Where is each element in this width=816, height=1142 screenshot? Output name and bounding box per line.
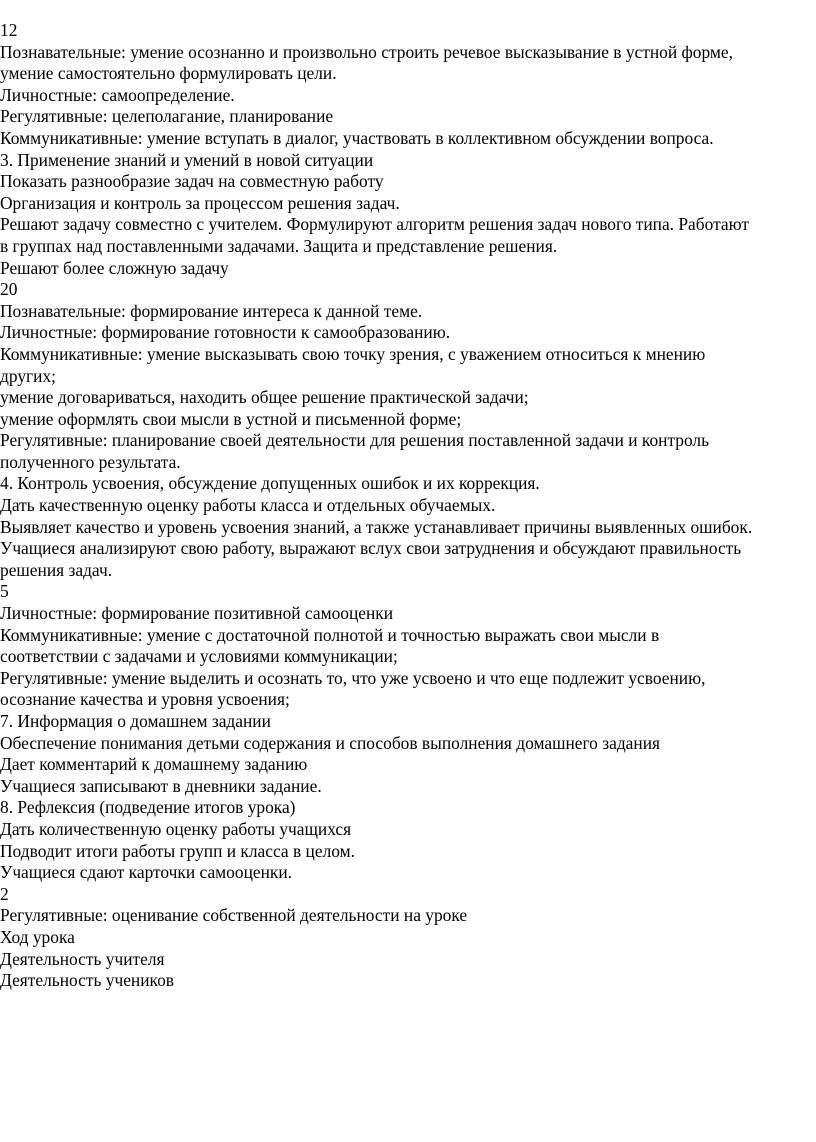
text-line: Регулятивные: умение выделить и осознать то, что уже усвоено и что еще подлежит усвоению, [0, 667, 706, 688]
text-line: Познавательные: умение осознанно и произвольно строить речевое высказывание в устной форме, [0, 41, 733, 62]
text-line: Регулятивные: целеполагание, планирование [0, 106, 334, 127]
text-line: Дает комментарий к домашнему заданию [0, 754, 308, 775]
text-line: Учащиеся анализируют свою работу, выражают вслух свои затруднения и обсуждают правильность [0, 538, 742, 559]
text-line: осознание качества и уровня усвоения; [0, 689, 290, 710]
text-line: других; [0, 365, 56, 386]
text-line: умение договариваться, находить общее решение практической задачи; [0, 387, 529, 408]
stage-duration: 2 [0, 883, 9, 904]
text-line: Познавательные: формирование интереса к данной теме. [0, 300, 423, 321]
text-line: Коммуникативные: умение высказывать свою точку зрения, с уважением относиться к мнению [0, 343, 706, 364]
text-line: Коммуникативные: умение вступать в диалог, участвовать в коллективном обсуждении вопроса. [0, 127, 714, 148]
document-page [0, 20, 812, 992]
text-line: умение самостоятельно формулировать цели. [0, 63, 337, 84]
text-line: Учащиеся записывают в дневники задание. [0, 775, 322, 796]
text-line: Учащиеся сдают карточки самооценки. [0, 862, 293, 883]
text-line: Обеспечение понимания детьми содержания и способов выполнения домашнего задания [0, 732, 660, 753]
text-line: в группах над поставленными задачами. Защита и представление решения. [0, 235, 558, 256]
text-line: Дать количественную оценку работы учащихся [0, 818, 352, 839]
stage-duration: 12 [0, 20, 18, 40]
text-line: Выявляет качество и уровень усвоения знаний, а также устанавливает причины выявленных ошибок. [0, 516, 753, 537]
text-line: умение оформлять свои мысли в устной и письменной форме; [0, 408, 462, 429]
text-line: соответствии с задачами и условиями коммуникации; [0, 646, 398, 667]
text-line: решения задач. [0, 559, 113, 580]
text-line: Организация и контроль за процессом решения задач. [0, 192, 400, 213]
text-line: Коммуникативные: умение с достаточной полнотой и точностью выражать свои мысли в [0, 624, 660, 645]
text-line: Личностные: самоопределение. [0, 84, 235, 105]
text-line: Личностные: формирование позитивной самооценки [0, 603, 394, 624]
text-line: Дать качественную оценку работы класса и отдельных обучаемых. [0, 495, 496, 516]
text-line: Решают более сложную задачу [0, 257, 229, 278]
text-line: Регулятивные: оценивание собственной деятельности на уроке [0, 905, 468, 926]
text-line: Личностные: формирование готовности к самообразованию. [0, 322, 451, 343]
stage-heading: 8. Рефлексия (подведение итогов урока) [0, 797, 296, 818]
stage-heading: 4. Контроль усвоения, обсуждение допущенных ошибок и их коррекция. [0, 473, 540, 494]
text-line: Решают задачу совместно с учителем. Формулируют алгоритм решения задач нового типа. Работают [0, 214, 749, 235]
section-heading: Ход урока [0, 926, 75, 947]
text-line: Регулятивные: планирование своей деятельности для решения поставленной задачи и контроль [0, 430, 710, 451]
column-heading-students: Деятельность учеников [0, 970, 174, 991]
stage-heading: 3. Применение знаний и умений в новой ситуации [0, 149, 374, 170]
stage-heading: 7. Информация о домашнем задании [0, 711, 271, 731]
column-heading-teacher: Деятельность учителя [0, 948, 165, 969]
text-line: Подводит итоги работы групп и класса в целом. [0, 840, 355, 861]
stage-duration: 5 [0, 581, 9, 602]
text-line: полученного результата. [0, 451, 181, 472]
text-line: Показать разнообразие задач на совместную работу [0, 171, 384, 192]
stage-duration: 20 [0, 279, 18, 300]
